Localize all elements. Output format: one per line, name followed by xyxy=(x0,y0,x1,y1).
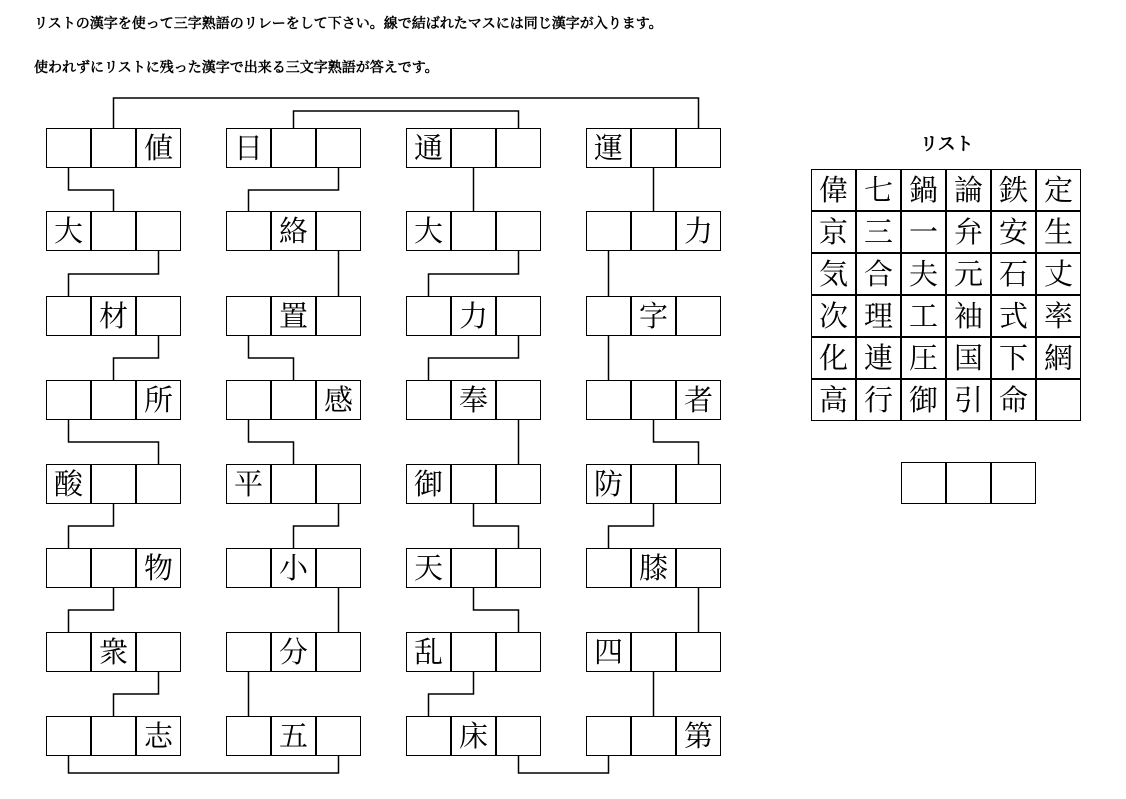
puzzle-cell: 置 xyxy=(271,296,316,336)
list-title: リスト xyxy=(920,134,974,155)
list-kanji-cell: 連 xyxy=(856,337,901,379)
puzzle-cell[interactable] xyxy=(316,464,361,504)
list-kanji-cell: 下 xyxy=(991,337,1036,379)
list-kanji-cell: 式 xyxy=(991,295,1036,337)
puzzle-cell: 衆 xyxy=(91,632,136,672)
puzzle-cell[interactable] xyxy=(316,632,361,672)
list-kanji-cell: 袖 xyxy=(946,295,991,337)
list-kanji-cell: 生 xyxy=(1036,211,1081,253)
puzzle-cell: 四 xyxy=(586,632,631,672)
connector-line xyxy=(474,504,519,548)
connector-line xyxy=(519,756,609,773)
puzzle-cell[interactable] xyxy=(271,128,316,168)
puzzle-cell[interactable] xyxy=(46,632,91,672)
puzzle-cell: 日 xyxy=(226,128,271,168)
answer-cell[interactable] xyxy=(991,462,1036,504)
connector-line xyxy=(654,420,699,464)
connector-line xyxy=(429,336,519,380)
puzzle-cell: 運 xyxy=(586,128,631,168)
puzzle-cell: 天 xyxy=(406,548,451,588)
puzzle-cell[interactable] xyxy=(631,632,676,672)
connector-line xyxy=(609,504,654,548)
puzzle-cell[interactable] xyxy=(496,632,541,672)
list-kanji-cell: 御 xyxy=(901,379,946,421)
puzzle-cell[interactable] xyxy=(496,716,541,756)
list-kanji-cell: 鍋 xyxy=(901,169,946,211)
puzzle-cell[interactable] xyxy=(91,464,136,504)
puzzle-cell[interactable] xyxy=(46,716,91,756)
connector-line xyxy=(69,588,114,632)
puzzle-cell: 奉 xyxy=(451,380,496,420)
list-kanji-cell: 率 xyxy=(1036,295,1081,337)
puzzle-cell[interactable] xyxy=(496,464,541,504)
puzzle-cell[interactable] xyxy=(496,548,541,588)
puzzle-cell: 者 xyxy=(676,380,721,420)
puzzle-cell[interactable] xyxy=(496,211,541,251)
puzzle-cell[interactable] xyxy=(586,716,631,756)
puzzle-cell: 所 xyxy=(136,380,181,420)
puzzle-cell[interactable] xyxy=(91,716,136,756)
puzzle-cell[interactable] xyxy=(91,211,136,251)
puzzle-cell[interactable] xyxy=(451,128,496,168)
connector-line xyxy=(69,504,114,548)
list-kanji-cell: 偉 xyxy=(811,169,856,211)
puzzle-cell[interactable] xyxy=(271,380,316,420)
list-kanji-cell: 京 xyxy=(811,211,856,253)
connector-line xyxy=(69,756,339,773)
list-kanji-cell: 安 xyxy=(991,211,1036,253)
list-kanji-cell: 国 xyxy=(946,337,991,379)
answer-cell[interactable] xyxy=(901,462,946,504)
puzzle-cell: 材 xyxy=(91,296,136,336)
puzzle-cell[interactable] xyxy=(226,211,271,251)
list-kanji-cell: 元 xyxy=(946,253,991,295)
list-kanji-cell: 論 xyxy=(946,169,991,211)
connector-line xyxy=(114,336,159,380)
puzzle-cell[interactable] xyxy=(451,211,496,251)
puzzle-cell[interactable] xyxy=(586,211,631,251)
puzzle-cell[interactable] xyxy=(316,716,361,756)
puzzle-cell: 御 xyxy=(406,464,451,504)
puzzle-cell[interactable] xyxy=(676,548,721,588)
connector-line xyxy=(429,251,519,296)
puzzle-cell: 通 xyxy=(406,128,451,168)
list-kanji-cell: 鉄 xyxy=(991,169,1036,211)
puzzle-cell[interactable] xyxy=(46,548,91,588)
puzzle-cell: 小 xyxy=(271,548,316,588)
puzzle-cell: 値 xyxy=(136,128,181,168)
puzzle-cell: 床 xyxy=(451,716,496,756)
connector-line xyxy=(114,672,159,716)
connector-line xyxy=(429,672,474,716)
puzzle-cell[interactable] xyxy=(46,380,91,420)
puzzle-cell: 絡 xyxy=(271,211,316,251)
puzzle-cell[interactable] xyxy=(676,296,721,336)
puzzle-cell: 平 xyxy=(226,464,271,504)
puzzle-cell[interactable] xyxy=(316,128,361,168)
answer-cell[interactable] xyxy=(946,462,991,504)
puzzle-cell[interactable] xyxy=(226,380,271,420)
list-kanji-cell: 理 xyxy=(856,295,901,337)
list-kanji-cell: 命 xyxy=(991,379,1036,421)
list-kanji-cell: 次 xyxy=(811,295,856,337)
puzzle-cell[interactable] xyxy=(316,296,361,336)
puzzle-cell[interactable] xyxy=(451,548,496,588)
puzzle-cell[interactable] xyxy=(136,464,181,504)
puzzle-cell[interactable] xyxy=(91,548,136,588)
puzzle-cell: 力 xyxy=(451,296,496,336)
puzzle-cell[interactable] xyxy=(136,632,181,672)
list-kanji-cell: 圧 xyxy=(901,337,946,379)
puzzle-cell[interactable] xyxy=(631,128,676,168)
connector-line xyxy=(249,420,294,464)
puzzle-cell[interactable] xyxy=(226,296,271,336)
list-kanji-cell: 三 xyxy=(856,211,901,253)
puzzle-cell[interactable] xyxy=(631,380,676,420)
connector-line xyxy=(474,588,519,632)
puzzle-cell[interactable] xyxy=(226,716,271,756)
connector-line xyxy=(69,168,114,211)
puzzle-cell[interactable] xyxy=(406,380,451,420)
puzzle-cell[interactable] xyxy=(316,211,361,251)
list-kanji-cell: 行 xyxy=(856,379,901,421)
instruction-line-2: 使われずにリストに残った漢字で出来る三文字熟語が答えです。 xyxy=(34,60,439,76)
puzzle-cell[interactable] xyxy=(136,211,181,251)
connector-line xyxy=(294,504,339,548)
list-kanji-cell: 網 xyxy=(1036,337,1081,379)
puzzle-cell: 五 xyxy=(271,716,316,756)
list-kanji-cell: 石 xyxy=(991,253,1036,295)
puzzle-cell: 字 xyxy=(631,296,676,336)
puzzle-cell[interactable] xyxy=(496,380,541,420)
list-kanji-cell: 工 xyxy=(901,295,946,337)
list-kanji-cell xyxy=(1036,379,1081,421)
puzzle-cell[interactable] xyxy=(91,380,136,420)
connector-line xyxy=(114,98,699,128)
puzzle-cell: 乱 xyxy=(406,632,451,672)
puzzle-cell: 酸 xyxy=(46,464,91,504)
puzzle-cell[interactable] xyxy=(46,128,91,168)
puzzle-cell: 大 xyxy=(406,211,451,251)
puzzle-cell: 物 xyxy=(136,548,181,588)
puzzle-cell: 志 xyxy=(136,716,181,756)
puzzle-cell[interactable] xyxy=(406,716,451,756)
puzzle-cell[interactable] xyxy=(451,632,496,672)
connector-line xyxy=(69,251,159,296)
puzzle-cell: 大 xyxy=(46,211,91,251)
puzzle-cell[interactable] xyxy=(586,548,631,588)
puzzle-cell: 第 xyxy=(676,716,721,756)
puzzle-cell: 膝 xyxy=(631,548,676,588)
puzzle-cell[interactable] xyxy=(226,548,271,588)
puzzle-cell[interactable] xyxy=(496,296,541,336)
list-kanji-cell: 引 xyxy=(946,379,991,421)
list-kanji-cell: 一 xyxy=(901,211,946,253)
puzzle-cell: 力 xyxy=(676,211,721,251)
list-kanji-cell: 夫 xyxy=(901,253,946,295)
puzzle-cell[interactable] xyxy=(676,464,721,504)
puzzle-cell[interactable] xyxy=(91,128,136,168)
puzzle-cell[interactable] xyxy=(586,380,631,420)
list-kanji-cell: 定 xyxy=(1036,169,1081,211)
puzzle-cell[interactable] xyxy=(631,716,676,756)
connector-line xyxy=(249,336,294,380)
list-kanji-cell: 合 xyxy=(856,253,901,295)
puzzle-cell[interactable] xyxy=(46,296,91,336)
puzzle-cell[interactable] xyxy=(676,128,721,168)
connector-line xyxy=(294,111,519,128)
puzzle-cell: 防 xyxy=(586,464,631,504)
connector-line xyxy=(249,168,339,211)
puzzle-cell: 分 xyxy=(271,632,316,672)
puzzle-cell[interactable] xyxy=(136,296,181,336)
list-kanji-cell: 化 xyxy=(811,337,856,379)
list-kanji-cell: 高 xyxy=(811,379,856,421)
list-kanji-cell: 七 xyxy=(856,169,901,211)
list-kanji-cell: 丈 xyxy=(1036,253,1081,295)
puzzle-cell[interactable] xyxy=(631,464,676,504)
instruction-line-1: リストの漢字を使って三字熟語のリレーをして下さい。線で結ばれたマスには同じ漢字が入ります。 xyxy=(34,16,663,32)
puzzle-cell[interactable] xyxy=(406,296,451,336)
puzzle-cell[interactable] xyxy=(676,632,721,672)
puzzle-cell[interactable] xyxy=(451,464,496,504)
puzzle-cell[interactable] xyxy=(586,296,631,336)
puzzle-cell[interactable] xyxy=(226,632,271,672)
puzzle-cell[interactable] xyxy=(496,128,541,168)
connector-line xyxy=(69,420,159,464)
puzzle-cell[interactable] xyxy=(316,548,361,588)
list-kanji-cell: 気 xyxy=(811,253,856,295)
puzzle-cell[interactable] xyxy=(631,211,676,251)
puzzle-cell[interactable] xyxy=(271,464,316,504)
puzzle-cell: 感 xyxy=(316,380,361,420)
list-kanji-cell: 弁 xyxy=(946,211,991,253)
